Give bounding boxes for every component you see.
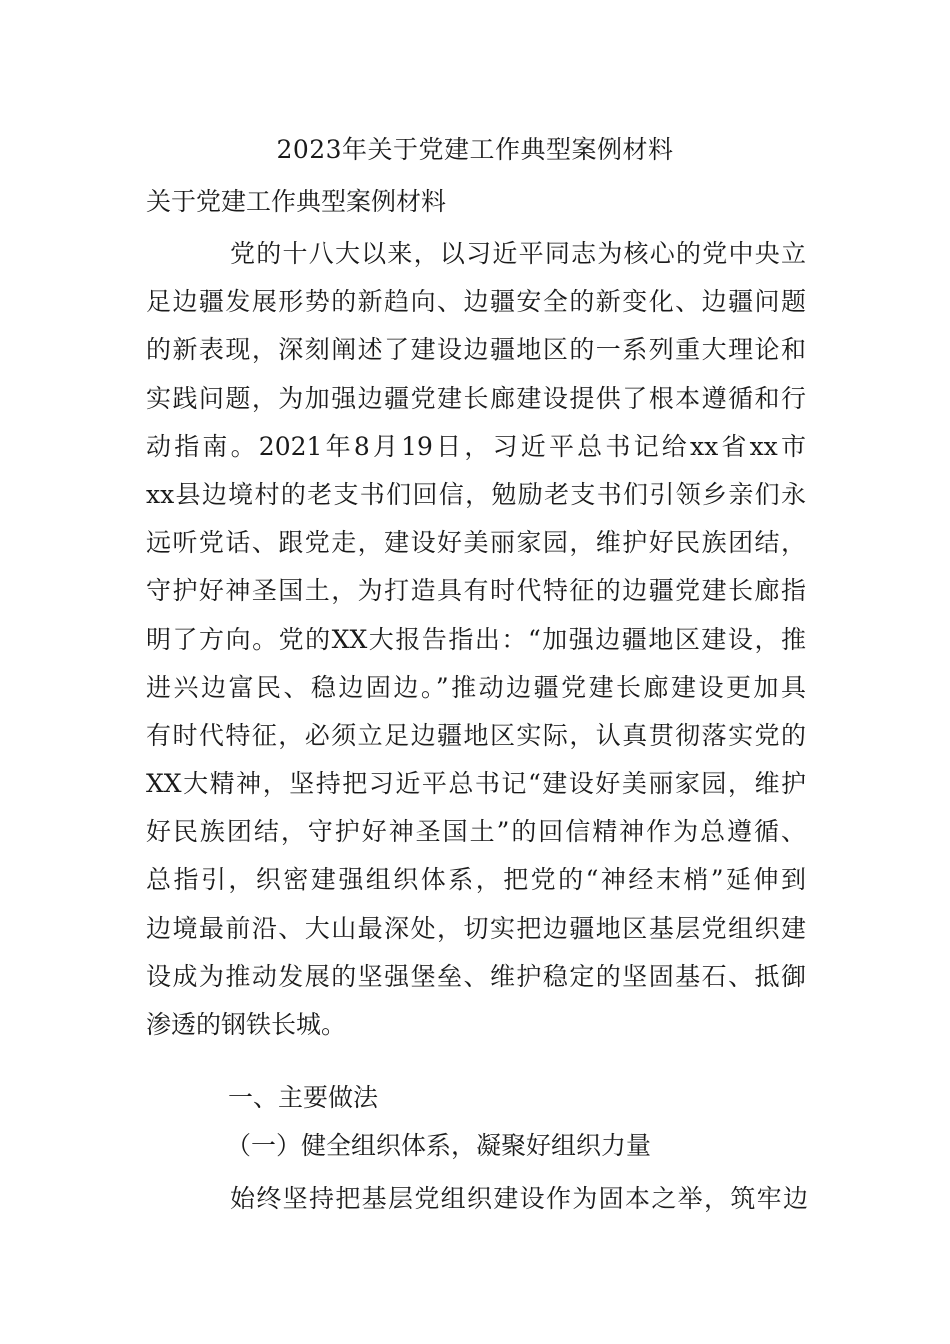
paragraph-line: 设成为推动发展的坚强堡垒、维护稳定的坚固基石、抵御 [146,961,806,991]
section-heading: 一、主要做法 [228,1083,379,1112]
paragraph-2-line: 始终坚持把基层党组织建设作为固本之举，筑牢边 [230,1184,808,1213]
paragraph-line: 渗透的钢铁长城。 [146,1010,347,1039]
paragraph-line: 好民族团结，守护好神圣国土”的回信精神作为总遵循、 [146,817,806,847]
paragraph-line: 远听党话、跟党走，建设好美丽家园，维护好民族团结， [146,528,806,558]
document-title: 2023年关于党建工作典型案例材料 [276,135,674,164]
paragraph-line: 进兴边富民、稳边固边。”推动边疆党建长廊建设更加具 [146,672,806,702]
paragraph-1 [146,230,806,1049]
paragraph-line: xx县边境村的老支书们回信，勉励老支书们引领乡亲们永 [146,479,806,509]
document-subtitle: 关于党建工作典型案例材料 [146,187,447,216]
paragraph-line: 有时代特征，必须立足边疆地区实际，认真贯彻落实党的 [146,720,806,750]
paragraph-line: 边境最前沿、大山最深处，切实把边疆地区基层党组织建 [146,913,806,943]
paragraph-line: 实践问题，为加强边疆党建长廊建设提供了根本遵循和行 [146,383,806,413]
paragraph-line: 足边疆发展形势的新趋向、边疆安全的新变化、边疆问题 [146,287,806,317]
paragraph-line: 守护好神圣国土，为打造具有时代特征的边疆党建长廊指 [146,576,806,606]
paragraph-line: 的新表现，深刻阐述了建设边疆地区的一系列重大理论和 [146,335,806,365]
subsection-heading: （一）健全组织体系，凝聚好组织力量 [226,1131,652,1160]
paragraph-line: 明了方向。党的XX大报告指出：“加强边疆地区建设，推 [146,624,806,654]
paragraph-line: 党的十八大以来，以习近平同志为核心的党中央立 [230,239,806,268]
paragraph-line: XX大精神，坚持把习近平总书记“建设好美丽家园，维护 [146,769,806,799]
paragraph-line: 总指引，织密建强组织体系，把党的“神经末梢”延伸到 [146,865,806,895]
paragraph-line: 动指南。2021年8月19日，习近平总书记给xx省xx市 [146,431,806,461]
